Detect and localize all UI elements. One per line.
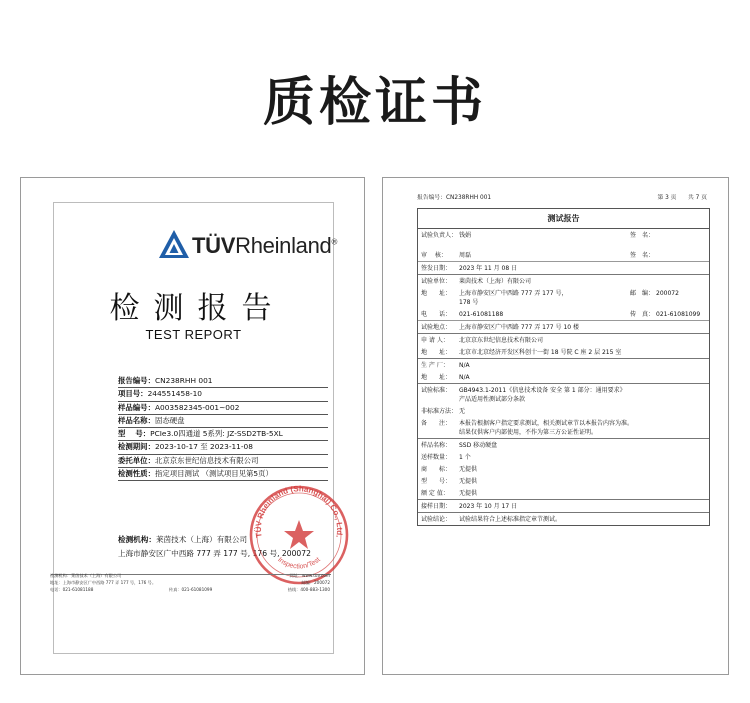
table-row: 样品名称： SSD 移动硬盘 xyxy=(421,441,498,449)
field-client: 委托单位：北京京东世纪信息技术有限公司 xyxy=(118,455,328,468)
report-table xyxy=(417,208,710,526)
table-row: 地 址： N/A xyxy=(421,373,470,381)
report-info-fields xyxy=(118,375,328,481)
table-row: 试验结论： 试验结果符合上述标准指定章节测试。 xyxy=(421,515,562,523)
lab-name: 检测机构：莱茵技术（上海）有限公司 xyxy=(118,535,248,544)
report-number: 报告编号：CN238RHH 001 xyxy=(417,195,492,201)
section-receipt xyxy=(418,500,709,513)
table-row: 试验标准： GB4943.1-2011《信息技术设备 安全 第 1 部分：通用要求》 产品适用性测试部分条款 xyxy=(421,386,626,403)
table-row: 地 址： 北京市北京经济开发区科创十一街 18 号院 C 座 2 层 215 室 xyxy=(421,348,622,356)
table-row: 审 核： 周磊 签 名： xyxy=(421,251,655,259)
section-sample xyxy=(418,439,709,500)
page-number: 第 3 页 共 7 页 xyxy=(657,195,707,201)
section-applicant xyxy=(418,334,709,359)
section-conclusion xyxy=(418,513,709,525)
table-row: 试验负责人： 钱娟 签 名： xyxy=(421,231,655,239)
tuv-wordmark: TÜVRheinland® xyxy=(192,233,338,258)
table-row: 地 址： 上海市静安区广中西路 777 弄 177 号， 178 号 邮 编： 200072 xyxy=(421,289,679,306)
table-row: 试验单位： 莱茵技术（上海）有限公司 xyxy=(421,277,532,285)
table-row: 试验地点： 上海市静安区广中西路 777 弄 177 号 10 楼 xyxy=(418,320,709,333)
report-title-en: TEST REPORT xyxy=(145,327,242,342)
table-row: 生 产 厂： N/A xyxy=(421,361,470,369)
section-standard xyxy=(418,384,709,439)
field-model: 型 号：PCIe3.0四通道 5系列: JZ-SSD2TB-5XL xyxy=(118,428,328,441)
table-row: 商 标： 无提供 xyxy=(421,465,478,473)
section-test-unit xyxy=(418,275,709,334)
field-sample-name: 样品名称：固态硬盘 xyxy=(118,415,328,428)
table-row: 型 号： 无提供 xyxy=(421,477,478,485)
tuv-logo xyxy=(158,229,358,263)
page-heading: 质检证书 xyxy=(262,73,487,133)
report-title-cn: 检测报告 xyxy=(109,291,286,326)
table-row: 送样数量： 1 个 xyxy=(421,453,471,461)
section-manufacturer xyxy=(418,359,709,384)
report-cover-page xyxy=(20,177,365,675)
cover-footer: 检测机构：莱茵技术（上海）有限公司 网址：www.tuv.com 地址：上海市静安区广中西路 777 弄 177 号，176 号。 邮编：200072 电话：021-61081188 传真：021-61081099 热线：400-883-1300 xyxy=(50,573,330,592)
field-test-type: 检测性质：指定项目测试 （测试项目见第5页） xyxy=(118,468,328,481)
field-sample-no: 样品编号：A003582345-001~002 xyxy=(118,402,328,415)
table-row: 申 请 人： 北京京东世纪信息技术有限公司 xyxy=(421,336,544,344)
field-project-no: 项目号：244551458-10 xyxy=(118,388,328,401)
table-row: 电 话： 021-61081188 传 真： 021-61081099 xyxy=(421,310,701,318)
svg-text:TÜV Rheinland (Shanghai) Co.,: TÜV Rheinland (Shanghai) Co., Ltd. xyxy=(253,484,345,539)
section-signoff xyxy=(418,229,709,275)
table-row: 接样日期： 2023 年 10 月 17 日 xyxy=(421,502,518,510)
table-row: 额 定 值： 无提供 xyxy=(421,489,478,497)
table-row: 非标准方法： 无 xyxy=(421,407,466,415)
svg-text:Inspection/Test: Inspection/Test xyxy=(276,556,322,571)
test-report-page xyxy=(382,177,729,675)
page-header xyxy=(417,192,707,201)
tuv-triangle-icon xyxy=(158,229,190,259)
table-row: 签发日期： 2023 年 11 月 08 日 xyxy=(418,261,709,274)
lab-address: 上海市静安区广中西路 777 弄 177 号, 176 号, 200072 xyxy=(118,549,311,558)
field-report-no: 报告编号：CN238RHH 001 xyxy=(118,375,328,388)
field-test-period: 检测期间：2023-10-17 至 2023-11-08 xyxy=(118,441,328,454)
table-row: 备 注： 本报告根据客户指定要求测试，相关测试章节以本报告内容为准。 结果仅供客户内部使用，不作为第三方公证性证明。 xyxy=(421,419,634,436)
report-table-title: 测试报告 xyxy=(418,209,709,229)
